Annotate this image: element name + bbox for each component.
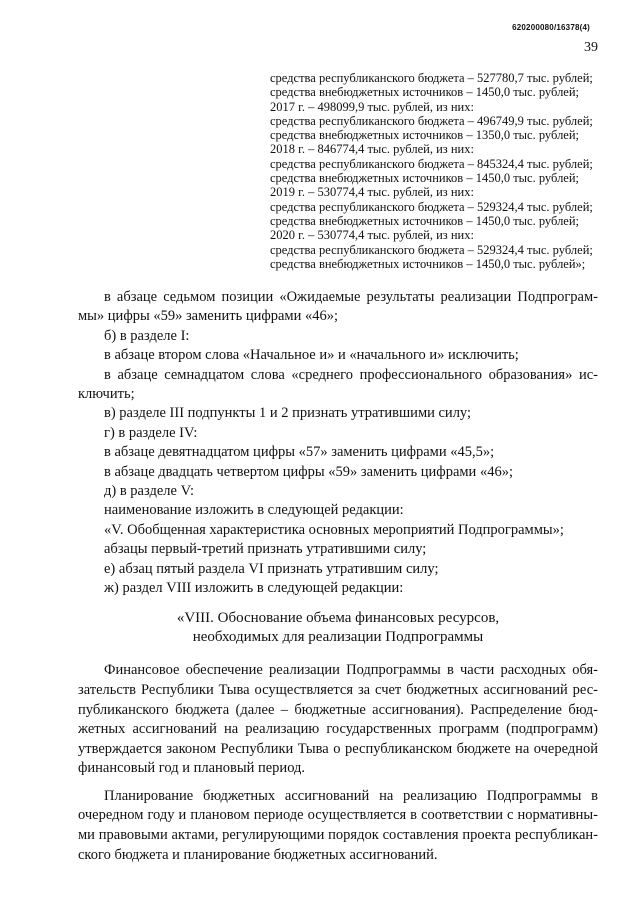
page-number: 39 xyxy=(584,40,598,55)
paragraph-line: ского бюджета и планирование бюджетных ассигнований. xyxy=(78,846,438,863)
amendment-line: в абзаце седьмом позиции «Ожидаемые результаты реализации Подпрограм- xyxy=(104,289,598,305)
section-heading-line: «VIII. Обоснование объема финансовых ресурсов, xyxy=(176,609,500,626)
section-heading xyxy=(78,609,598,648)
funding-line: средства внебюджетных источников – 1450,0 тыс. рублей; xyxy=(270,171,580,186)
funding-line: 2017 г. – 498099,9 тыс. рублей, из них: xyxy=(270,99,474,114)
funding-line: средства республиканского бюджета – 845324,4 тыс. рублей; xyxy=(270,156,593,171)
amendment-line: д) в разделе V: xyxy=(104,483,194,500)
funding-line: средства внебюджетных источников – 1450,0 тыс. рублей; xyxy=(270,85,580,100)
paragraph-line: Финансовое обеспечение реализации Подпрограммы в части расходных обя- xyxy=(104,662,598,679)
funding-line: средства внебюджетных источников – 1450,0 тыс. рублей»; xyxy=(270,256,586,271)
amendment-line: в абзаце девятнадцатом цифры «57» заменить цифрами «45,5»; xyxy=(104,444,495,461)
paragraph-line: финансовый год и плановый период. xyxy=(78,760,306,777)
paragraph-line: ми правовыми актами, регулирующими порядок составления проекта республикан- xyxy=(78,827,598,844)
paragraph-line: публиканского бюджета (далее – бюджетные ассигнования). Распределение бюд- xyxy=(78,701,598,718)
amendment-line: мы» цифры «59» заменить цифрами «46»; xyxy=(78,308,339,325)
amendment-line: в) разделе III подпункты 1 и 2 признать утратившими силу; xyxy=(104,405,472,422)
funding-line: средства внебюджетных источников – 1350,0 тыс. рублей; xyxy=(270,128,580,143)
amendment-line: ж) раздел VIII изложить в следующей редакции: xyxy=(104,580,404,597)
amendment-line: ключить; xyxy=(78,386,135,403)
funding-line: средства республиканского бюджета – 529324,4 тыс. рублей; xyxy=(270,242,593,257)
paragraph-line: Планирование бюджетных ассигнований на реализацию Подпрограммы в xyxy=(104,787,598,804)
document-body xyxy=(78,288,598,865)
funding-line: средства внебюджетных источников – 1450,0 тыс. рублей; xyxy=(270,213,580,228)
funding-line: средства республиканского бюджета – 529324,4 тыс. рублей; xyxy=(270,199,593,214)
paragraph-planning xyxy=(78,787,598,865)
funding-line: средства республиканского бюджета – 527780,7 тыс. рублей; xyxy=(270,71,593,85)
paragraph-line: утверждается законом Республики Тыва о республиканском бюджете на очередной xyxy=(78,740,598,757)
amendment-line: г) в разделе IV: xyxy=(104,424,198,441)
funding-line: 2019 г. – 530774,4 тыс. рублей, из них: xyxy=(270,185,474,200)
amendment-line: е) абзац пятый раздела VI признать утратившим силу; xyxy=(104,560,439,577)
paragraph-line: жетных ассигнований на реализацию государственных программ (подпрограмм) xyxy=(78,721,598,738)
amendment-line: б) в разделе I: xyxy=(104,327,190,344)
amendment-line: в абзаце семнадцатом слова «среднего профессионального образования» ис- xyxy=(104,366,598,383)
amendment-line: в абзаце двадцать четвертом цифры «59» заменить цифрами «46»; xyxy=(104,463,513,480)
document-code: 620200080/16378(4) xyxy=(512,23,590,32)
paragraph-line: зательств Республики Тыва осуществляется за счет бюджетных ассигнований рес- xyxy=(78,681,598,698)
funding-line: 2020 г. – 530774,4 тыс. рублей, из них: xyxy=(270,228,474,243)
paragraph-financing xyxy=(78,661,598,779)
funding-line: 2018 г. – 846774,4 тыс. рублей, из них: xyxy=(270,142,474,157)
funding-breakdown xyxy=(270,71,610,271)
amendment-line: в абзаце втором слова «Начальное и» и «начального и» исключить; xyxy=(104,347,519,364)
amendment-line: наименование изложить в следующей редакции: xyxy=(104,502,404,519)
funding-line: средства республиканского бюджета – 496749,9 тыс. рублей; xyxy=(270,113,593,128)
section-heading-line: необходимых для реализации Подпрограммы xyxy=(192,628,484,645)
amendment-line: абзацы первый-третий признать утратившими силу; xyxy=(104,541,427,558)
amendment-line: «V. Обобщенная характеристика основных мероприятий Подпрограммы»; xyxy=(104,521,564,538)
paragraph-line: очередном году и плановом периоде осуществляется в соответствии с нормативны- xyxy=(78,807,598,824)
